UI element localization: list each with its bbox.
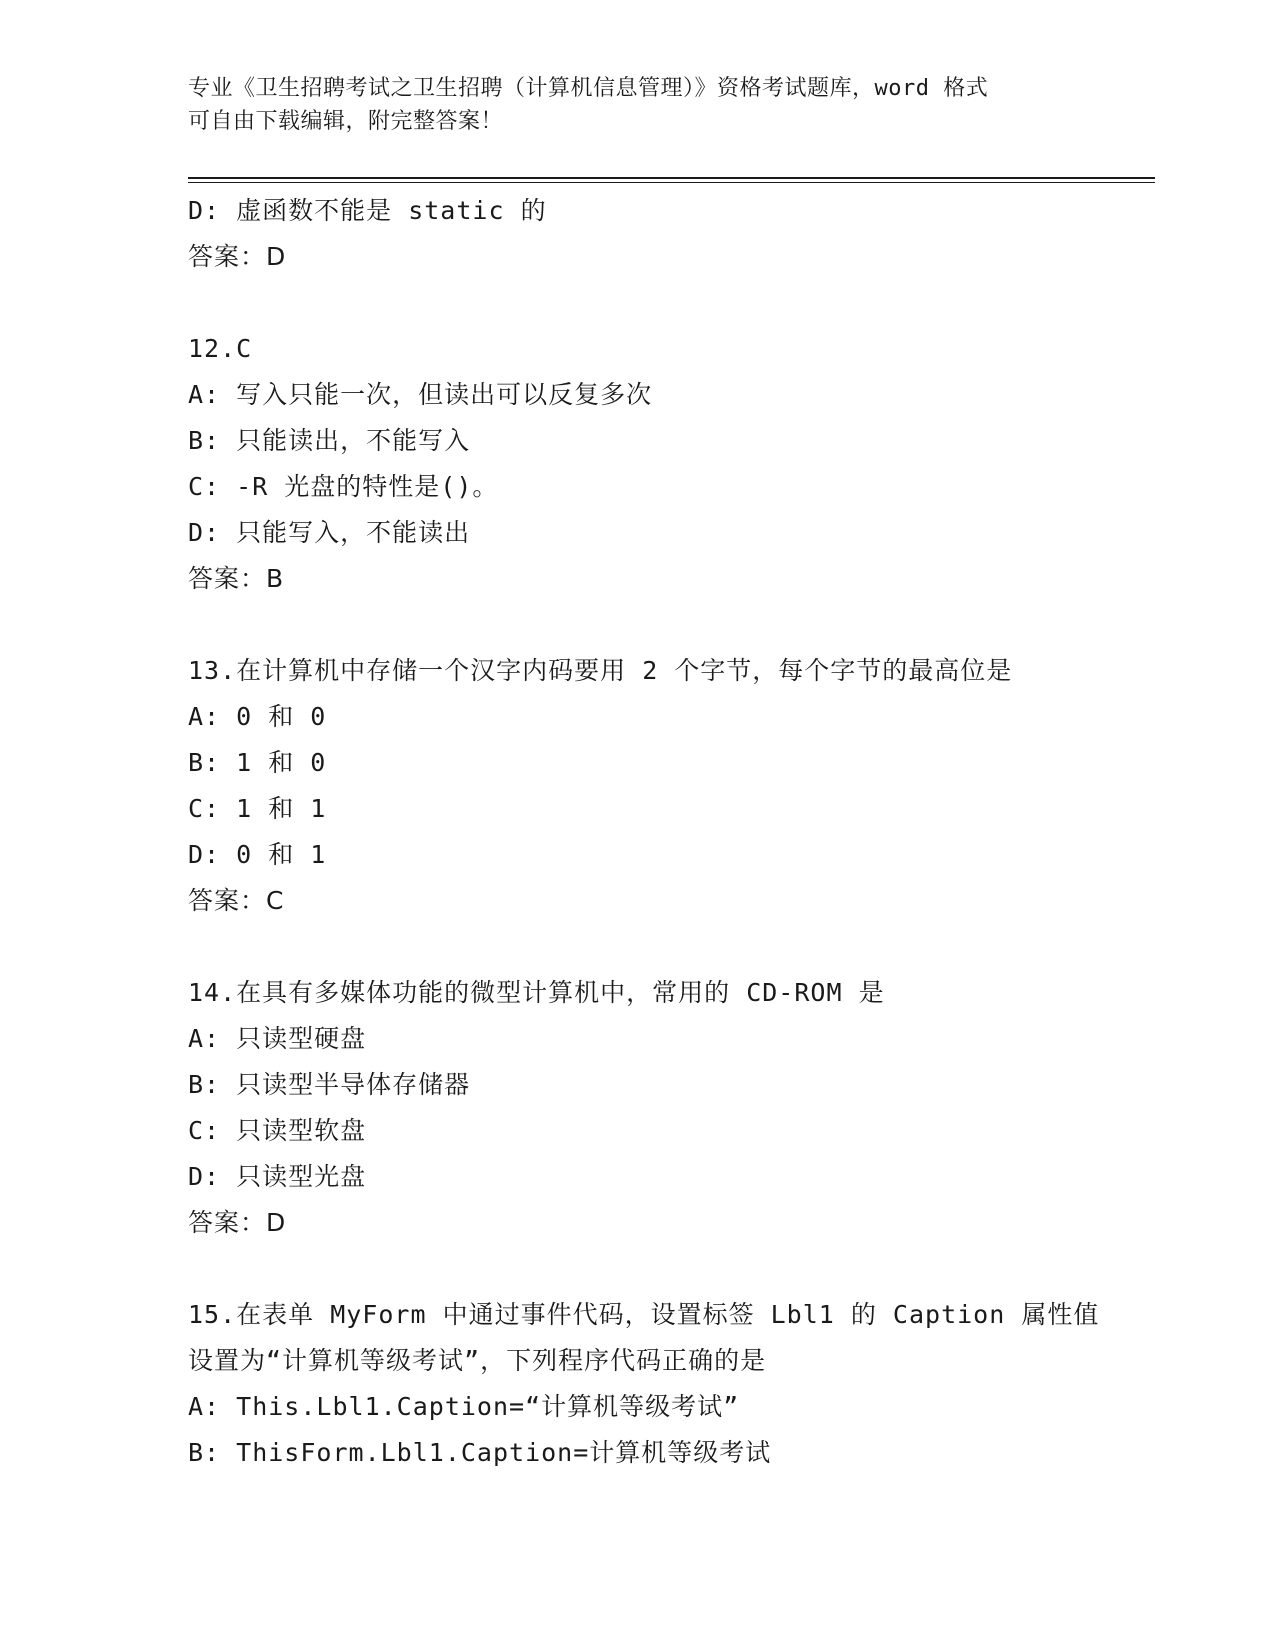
option-c: C: -R 光盘的特性是()。 xyxy=(188,472,499,501)
page-header xyxy=(188,72,1088,138)
option-a: A: 写入只能一次，但读出可以反复多次 xyxy=(188,380,653,409)
option-b: B: ThisForm.Lbl1.Caption=计算机等级考试 xyxy=(188,1438,772,1467)
option-b: B: 1 和 0 xyxy=(188,748,327,777)
question-stem-continued: 设置为“计算机等级考试”，下列程序代码正确的是 xyxy=(188,1346,767,1375)
question-stem: 12.C xyxy=(188,334,253,363)
question-block xyxy=(188,326,1128,602)
answer-line: 答案：B xyxy=(188,564,285,593)
option-b: B: 只能读出，不能写入 xyxy=(188,426,471,455)
option-a: A: 0 和 0 xyxy=(188,702,327,731)
question-content xyxy=(188,188,1128,1476)
question-block xyxy=(188,188,1128,280)
header-line-2: 可自由下载编辑，附完整答案！ xyxy=(188,109,504,134)
answer-line: 答案：D xyxy=(188,1208,287,1237)
option-d: D: 虚函数不能是 static 的 xyxy=(188,196,547,225)
header-divider xyxy=(188,177,1155,183)
answer-line: 答案：D xyxy=(188,242,287,271)
option-d: D: 只读型光盘 xyxy=(188,1162,367,1191)
option-a: A: This.Lbl1.Caption=“计算机等级考试” xyxy=(188,1392,740,1421)
question-block xyxy=(188,970,1128,1246)
question-stem: 14.在具有多媒体功能的微型计算机中，常用的 CD-ROM 是 xyxy=(188,978,885,1007)
option-c: C: 只读型软盘 xyxy=(188,1116,367,1145)
question-block xyxy=(188,648,1128,924)
question-stem: 13.在计算机中存储一个汉字内码要用 2 个字节，每个字节的最高位是 xyxy=(188,656,1013,685)
option-b: B: 只读型半导体存储器 xyxy=(188,1070,471,1099)
option-d: D: 只能写入，不能读出 xyxy=(188,518,471,547)
option-d: D: 0 和 1 xyxy=(188,840,327,869)
answer-line: 答案：C xyxy=(188,886,285,915)
option-c: C: 1 和 1 xyxy=(188,794,327,823)
option-a: A: 只读型硬盘 xyxy=(188,1024,367,1053)
header-line-1: 专业《卫生招聘考试之卫生招聘（计算机信息管理）》资格考试题库，word 格式 xyxy=(188,76,989,101)
question-stem: 15.在表单 MyForm 中通过事件代码，设置标签 Lbl1 的 Caption 属性值 xyxy=(188,1300,1100,1329)
question-block xyxy=(188,1292,1128,1476)
